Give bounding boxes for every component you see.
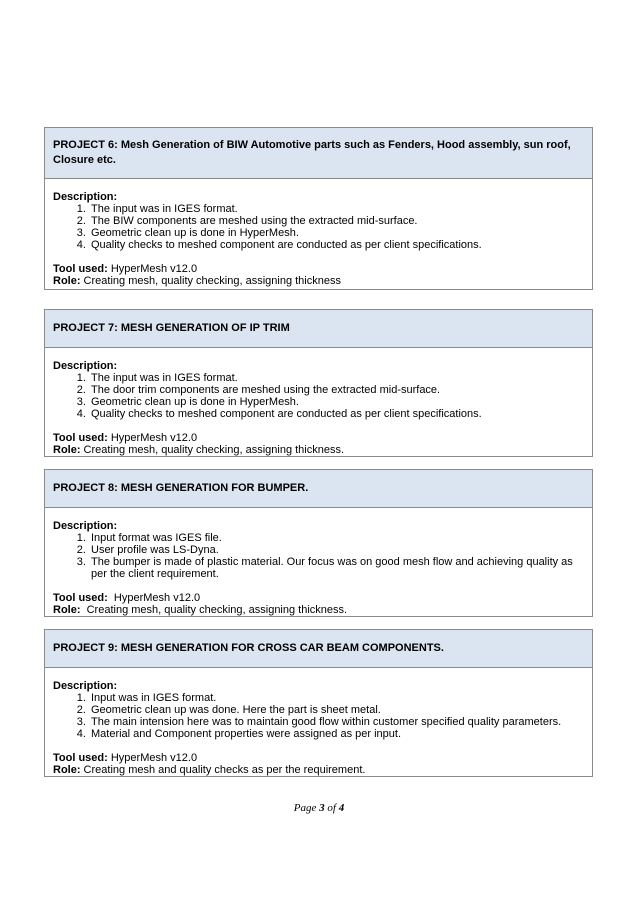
- tool-label: Tool used:: [53, 263, 108, 275]
- project-7-role: [53, 444, 586, 456]
- project-6-tool: [53, 263, 586, 275]
- project-7-box: [44, 309, 593, 457]
- project-9-box: [44, 629, 593, 777]
- project-9-title: PROJECT 9: MESH GENERATION FOR CROSS CAR BEAM COMPONENTS.: [53, 642, 444, 654]
- page-total: 4: [338, 802, 345, 814]
- project-9-role: [53, 764, 586, 776]
- project-9-header: [45, 630, 592, 668]
- role-value: Creating mesh, quality checking, assigning thickness: [80, 275, 341, 287]
- project-6-role: [53, 275, 586, 287]
- project-6-box: [44, 127, 593, 290]
- role-label: Role:: [53, 444, 81, 456]
- project-8-body: [45, 508, 592, 616]
- project-9-description-label: Description:: [53, 680, 118, 692]
- project-8-header: [45, 470, 592, 508]
- list-item: 1. Input format was IGES file.: [89, 532, 586, 544]
- list-item: 1. Input was in IGES format.: [89, 692, 586, 704]
- project-8-tool: [53, 592, 586, 604]
- project-7-tool: [53, 432, 586, 444]
- project-7-list: [53, 372, 586, 420]
- project-9-tool: [53, 752, 586, 764]
- project-8-title: PROJECT 8: MESH GENERATION FOR BUMPER.: [53, 482, 309, 494]
- role-value: Creating mesh and quality checks as per the requirement.: [80, 764, 366, 776]
- tool-label: Tool used:: [53, 752, 108, 764]
- role-label: Role:: [53, 764, 81, 776]
- list-item: 4. Material and Component properties were assigned as per input.: [89, 728, 586, 740]
- project-6-list: [53, 203, 586, 251]
- project-9-list: [53, 692, 586, 740]
- role-value: Creating mesh, quality checking, assigning thickness.: [80, 444, 345, 456]
- list-item: 3. Geometric clean up is done in HyperMesh.: [89, 396, 586, 408]
- page-word: Page: [293, 802, 317, 814]
- project-6-title: PROJECT 6: Mesh Generation of BIW Automotive parts such as Fenders, Hood assembly, sun roof, Closure etc.: [53, 139, 571, 166]
- list-item: 3. The bumper is made of plastic material. Our focus was on good mesh flow and achieving quality as per the client requirement.: [89, 556, 586, 580]
- project-8-box: [44, 469, 593, 617]
- page-current: 3: [319, 802, 325, 814]
- role-value: Creating mesh, quality checking, assigning thickness.: [80, 604, 348, 616]
- tool-value: HyperMesh v12.0: [107, 432, 198, 444]
- project-6-header: [45, 128, 592, 179]
- project-8-role: [53, 604, 586, 616]
- project-6-body: [45, 179, 592, 289]
- tool-value: HyperMesh v12.0: [107, 263, 198, 275]
- project-6-description-label: Description:: [53, 191, 118, 203]
- project-8-description-label: Description:: [53, 520, 118, 532]
- list-item: 2. The BIW components are meshed using the extracted mid-surface.: [89, 215, 586, 227]
- list-item: 1. The input was in IGES format.: [89, 372, 586, 384]
- project-8-list: [53, 532, 586, 580]
- role-label: Role:: [53, 275, 81, 287]
- list-item: 1. The input was in IGES format.: [89, 203, 586, 215]
- list-item: 2. Geometric clean up was done. Here the part is sheet metal.: [89, 704, 586, 716]
- project-9-body: [45, 668, 592, 776]
- list-item: 4. Quality checks to meshed component are conducted as per client specifications.: [89, 239, 586, 251]
- tool-value: HyperMesh v12.0: [107, 592, 201, 604]
- of-word: of: [327, 802, 336, 814]
- tool-label: Tool used:: [53, 592, 108, 604]
- project-7-title: PROJECT 7: MESH GENERATION OF IP TRIM: [53, 322, 290, 334]
- project-7-body: [45, 348, 592, 456]
- page-footer: [0, 802, 638, 814]
- tool-value: HyperMesh v12.0: [107, 752, 198, 764]
- list-item: 2. User profile was LS-Dyna.: [89, 544, 586, 556]
- list-item: 3. The main intension here was to maintain good flow within customer specified quality parameters.: [89, 716, 586, 728]
- list-item: 3. Geometric clean up is done in HyperMesh.: [89, 227, 586, 239]
- project-7-description-label: Description:: [53, 360, 118, 372]
- list-item: 2. The door trim components are meshed using the extracted mid-surface.: [89, 384, 586, 396]
- project-7-header: [45, 310, 592, 348]
- tool-label: Tool used:: [53, 432, 108, 444]
- list-item: 4. Quality checks to meshed component are conducted as per client specifications.: [89, 408, 586, 420]
- role-label: Role:: [53, 604, 81, 616]
